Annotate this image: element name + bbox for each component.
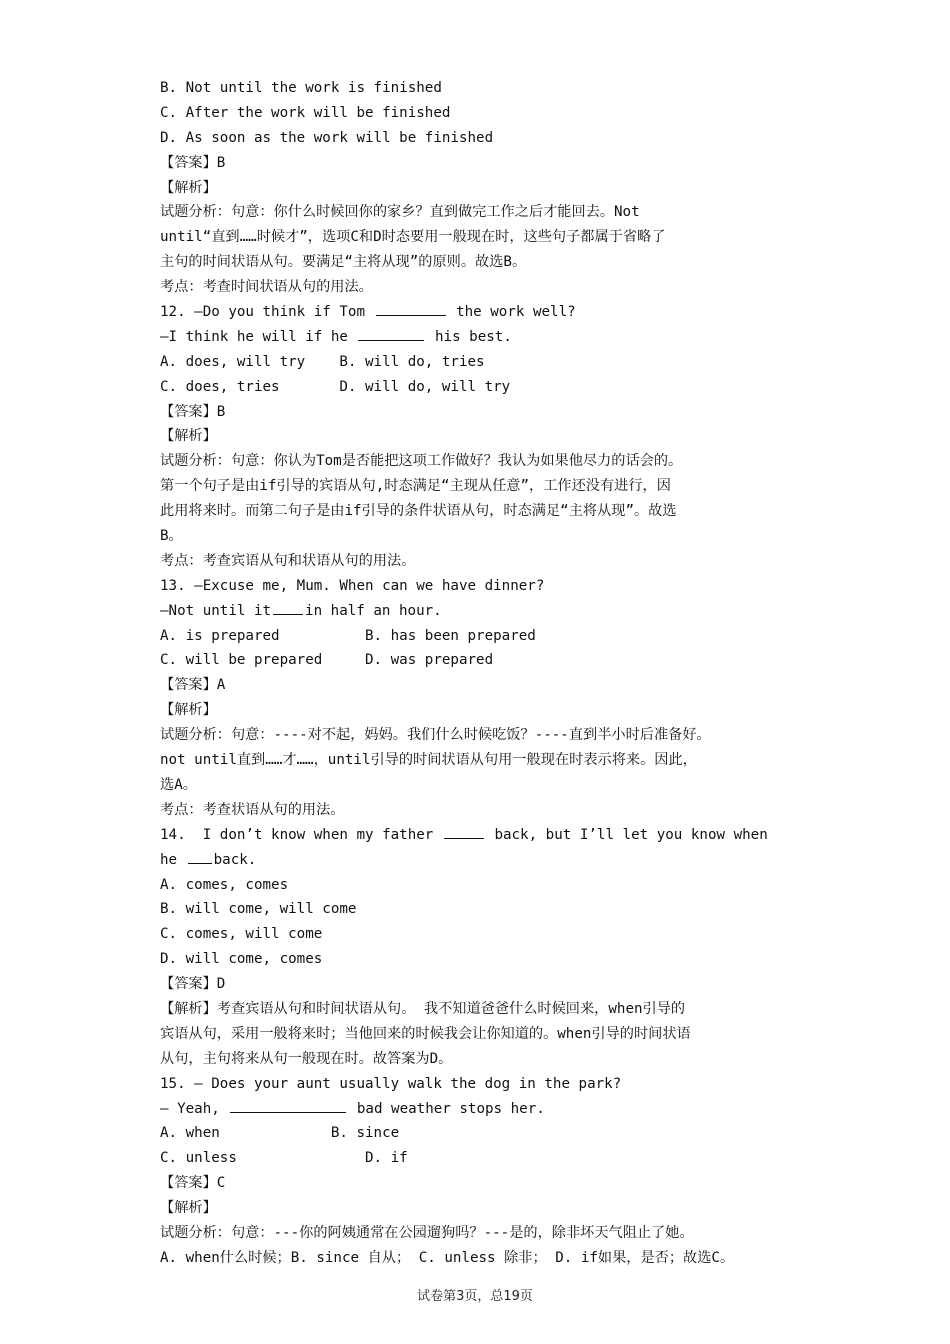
answer-blank [188, 849, 212, 864]
q12-line1-start: 12. —Do you think if Tom [160, 304, 365, 321]
q14-analysis-line: 从句，主句将来从句一般现在时。故答案为D。 [160, 1050, 453, 1067]
q13-question: 13. —Excuse me, Mum. When can we have dinner? [160, 577, 545, 594]
q12-response [160, 325, 800, 350]
q12-analysis-line: 第一个句子是由if引导的宾语从句,时态满足“主现从任意”，工作还没有进行，因 [160, 478, 671, 495]
q14-option-c: C. comes, will come [160, 926, 323, 943]
page-footer: 试卷第3页，总19页 [417, 1289, 533, 1304]
q12-question [160, 300, 800, 325]
q13-analysis-line: not until直到……才……，until引导的时间状语从句用一般现在时表示将来。因此， [160, 752, 697, 769]
q12-options-ab: A. does, will try B. will do, tries [160, 353, 485, 370]
q13-response [160, 599, 800, 624]
q15-analysis-line: A. when什么时候；B. since 自从； C. unless 除非； D. if如果，是否；故选C。 [160, 1249, 735, 1266]
q11-answer: 【答案】B [160, 154, 226, 171]
q11-option-b: B. Not until the work is finished [160, 80, 442, 96]
q15-analysis-label: 【解析】 [160, 1200, 217, 1217]
q15-analysis-line: 试题分析：句意：---你的阿姨通常在公园遛狗吗？---是的，除非坏天气阻止了她。 [160, 1224, 694, 1241]
answer-blank [376, 301, 446, 316]
q12-analysis-line: 试题分析：句意：你认为Tom是否能把这项工作做好？我认为如果他尽力的话会的。 [160, 453, 683, 470]
q14-option-b: B. will come, will come [160, 901, 357, 918]
q13-analysis-line: 选A。 [160, 776, 197, 793]
q13-answer: 【答案】A [160, 677, 226, 694]
q12-options-cd: C. does, tries D. will do, will try [160, 378, 511, 395]
q13-line2-end: in half an hour. [305, 602, 442, 619]
q12-point: 考点：考查宾语从句和状语从句的用法。 [160, 552, 416, 569]
q11-option-c: C. After the work will be finished [160, 104, 451, 121]
q15-question: 15. — Does your aunt usually walk the dog in the park? [160, 1075, 622, 1092]
q14-question-cont [160, 848, 800, 873]
q12-analysis-label: 【解析】 [160, 428, 217, 445]
q13-analysis-label: 【解析】 [160, 702, 217, 719]
q14-line1-end: back, but I’ll let you know when [494, 826, 768, 843]
q13-point: 考点：考查状语从句的用法。 [160, 801, 345, 818]
answer-blank [358, 326, 424, 341]
q13-options-cd: C. will be prepared D. was prepared [160, 652, 494, 669]
q11-option-d: D. As soon as the work will be finished [160, 129, 494, 146]
q12-answer: 【答案】B [160, 403, 226, 420]
q14-line2-end: back. [213, 851, 257, 868]
q15-response [160, 1097, 800, 1122]
q11-analysis-label: 【解析】 [160, 179, 217, 196]
q14-option-d: D. will come, comes [160, 951, 323, 968]
q14-question [160, 823, 800, 848]
answer-blank [273, 600, 303, 615]
q13-analysis-line: 试题分析：句意：----对不起，妈妈。我们什么时候吃饭？----直到半小时后准备好。 [160, 727, 711, 744]
q15-answer: 【答案】C [160, 1175, 226, 1192]
q12-line1-end: the work well? [456, 304, 576, 321]
q15-line2-end: bad weather stops her. [356, 1100, 545, 1117]
q15-options-ab: A. when B. since [160, 1125, 400, 1142]
q14-line2-start: he [160, 851, 178, 868]
q14-analysis-line: 宾语从句，采用一般将来时；当他回来的时候我会让你知道的。when引导的时间状语 [160, 1025, 691, 1042]
answer-blank [444, 824, 484, 839]
q13-options-ab: A. is prepared B. has been prepared [160, 627, 536, 644]
q13-line2-start: —Not until it [160, 602, 272, 619]
q14-line1-start: 14. I don’t know when my father [160, 826, 434, 843]
q11-point: 考点：考查时间状语从句的用法。 [160, 279, 373, 296]
document-page [160, 76, 800, 1271]
q12-line2-end: his best. [435, 328, 512, 345]
q11-analysis-line: 主句的时间状语从句。要满足“主将从现”的原则。故选B。 [160, 254, 527, 271]
q11-analysis-line: until“直到……时候才”，选项C和D时态要用一般现在时，这些句子都属于省略了 [160, 229, 666, 246]
answer-blank [230, 1098, 346, 1113]
q12-line2-start: —I think he will if he [160, 328, 348, 345]
q15-line2-start: — Yeah, [160, 1100, 220, 1117]
q15-options-cd: C. unless D. if [160, 1150, 408, 1167]
q14-option-a: A. comes, comes [160, 876, 289, 893]
q11-analysis-line: 试题分析：句意：你什么时候回你的家乡？直到做完工作之后才能回去。Not [160, 204, 640, 221]
q14-analysis-line: 【解析】考查宾语从句和时间状语从句。 我不知道爸爸什么时候回来，when引导的 [160, 1000, 686, 1017]
q12-analysis-line: 此用将来时。而第二句子是由if引导的条件状语从句，时态满足“主将从现”。故选 [160, 503, 677, 520]
q14-answer: 【答案】D [160, 976, 226, 993]
q12-analysis-line: B。 [160, 528, 183, 545]
